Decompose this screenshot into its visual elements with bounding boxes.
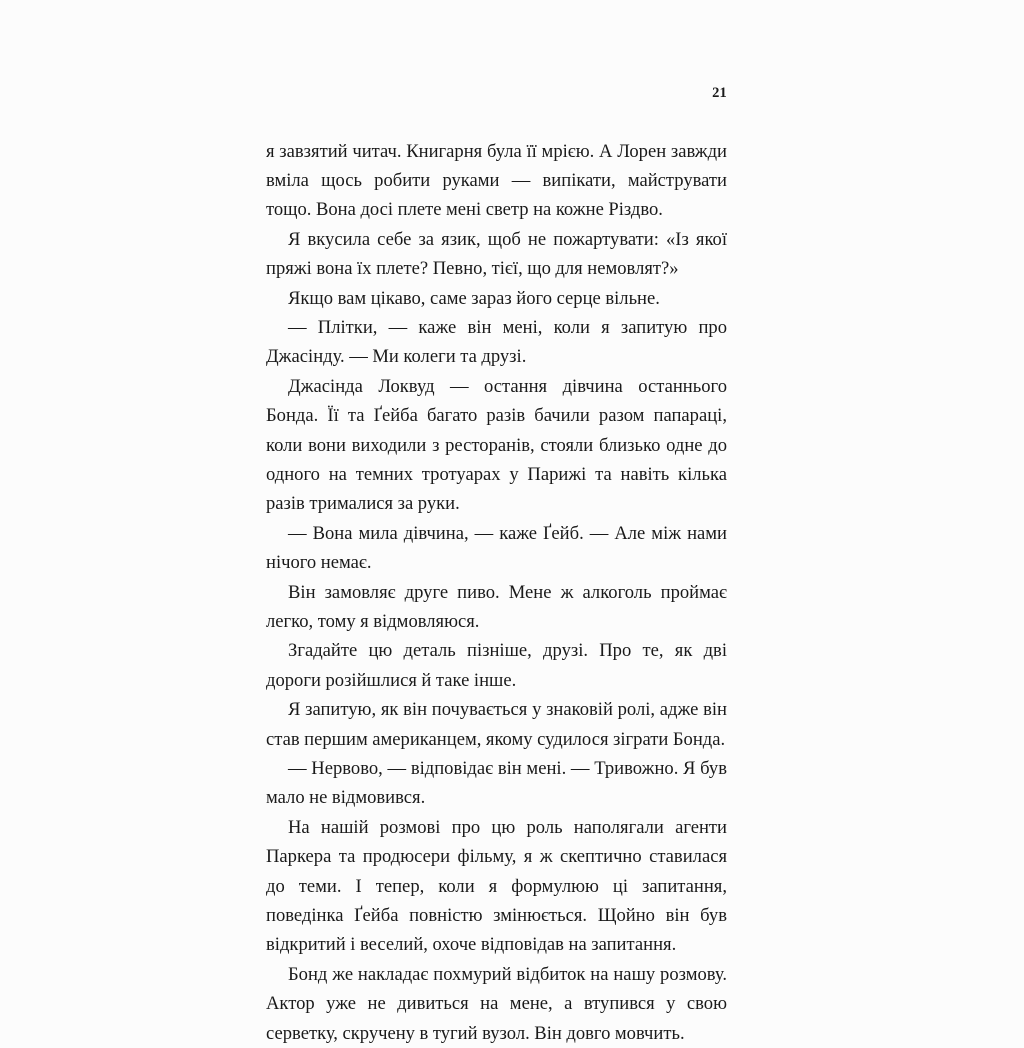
- page-text-block: [266, 86, 727, 1048]
- paragraph: Він замовляє друге пиво. Мене ж алкоголь проймає легко, тому я відмовляюся.: [266, 578, 727, 637]
- paragraph: На нашій розмові про цю роль наполягали агенти Паркера та продюсери фільму, я ж скептично ставилася до теми. І тепер, коли я формулюю ці запитання, поведінка Ґейба повністю змінюється. Щойно він був відкритий і веселий, охоче відповідав на запитання.: [266, 813, 727, 960]
- paragraph: Я вкусила себе за язик, щоб не пожартувати: «Із якої пряжі вона їх плете? Певно, тієї, що для немовлят?»: [266, 225, 727, 284]
- paragraph: Згадайте цю деталь пізніше, друзі. Про те, як дві дороги розійшлися й таке інше.: [266, 636, 727, 695]
- paragraph: я завзятий читач. Книгарня була її мрією. А Лорен завжди вміла щось робити руками — випікати, майструвати тощо. Вона досі плете мені светр на кожне Різдво.: [266, 137, 727, 225]
- paragraph: Я запитую, як він почувається у знаковій ролі, адже він став першим американцем, якому судилося зіграти Бонда.: [266, 695, 727, 754]
- paragraph: — Вона мила дівчина, — каже Ґейб. — Але між нами нічого немає.: [266, 519, 727, 578]
- body-text: [266, 137, 727, 1048]
- paragraph: Якщо вам цікаво, саме зараз його серце вільне.: [266, 284, 727, 313]
- paragraph: Бонд же накладає похмурий відбиток на нашу розмову. Актор уже не дивиться на мене, а втупився у свою серветку, скручену в тугий вузол. Він довго мовчить.: [266, 960, 727, 1048]
- page-number: 21: [266, 86, 727, 101]
- paragraph: Джасінда Локвуд — остання дівчина останнього Бонда. Її та Ґейба багато разів бачили разом папараці, коли вони виходили з ресторанів, стояли близько одне до одного на темних тротуарах у Парижі та навіть кілька разів трималися за руки.: [266, 372, 727, 519]
- paragraph: — Нервово, — відповідає він мені. — Тривожно. Я був мало не відмовився.: [266, 754, 727, 813]
- paragraph: — Плітки, — каже він мені, коли я запитую про Джасінду. — Ми колеги та друзі.: [266, 313, 727, 372]
